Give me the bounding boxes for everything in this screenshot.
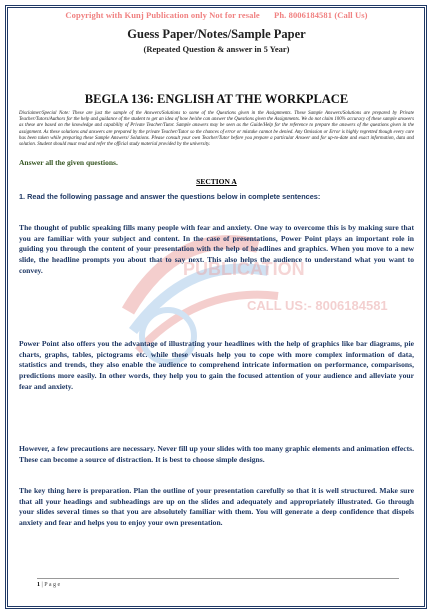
page-footer bbox=[37, 582, 60, 588]
question-text: 1. Read the following passage and answer the questions below in complete sentences: bbox=[19, 192, 321, 201]
copyright-line bbox=[0, 10, 433, 20]
phone-number: Ph. 8006184581 (Call Us) bbox=[274, 10, 368, 20]
passage-paragraph: However, a few precautions are necessary. Never fill up your slides with too many graphic elements and animation effects. These can become a source of distraction. It is best to choose simple designs. bbox=[19, 444, 414, 464]
watermark-call: CALL US:- 8006184581 bbox=[247, 298, 388, 313]
section-heading: SECTION A bbox=[196, 177, 237, 186]
footer-divider bbox=[37, 578, 399, 579]
page-title: Guess Paper/Notes/Sample Paper bbox=[127, 27, 306, 41]
passage-paragraph: The key thing here is preparation. Plan the outline of your presentation carefully so that it is well structured. Make sure that all your headings and subheadings are up on the slides and adequately and appropriately illustrated. Go through your slides several times so that you are absolutely familiar with them. You will generate a deep confidence that dispels anxiety and fear and helps you to enjoy your own presentation. bbox=[19, 486, 414, 528]
disclaimer-text: Disclaimer/Special Note: These are just the sample of the Answers/Solutions to some of the Questions given in the Assignments. These Sample Answers/Solutions are prepared by Private Teacher/Tutors/Authors for the help and guidance of the student to get an idea of how he/she can answer the Questions given the Assignments. We do not claim 100% accuracy of these sample answers as these are based on the knowledge and capability of Private Teacher/Tutor. Sample answers may be seen as the Guide/Help for the reference to prepare the answers of the questions given in the assignment. As these solutions and answers are prepared by the private Teacher/Tutor so the chances of error or mistake cannot be denied. Any Omission or Error is highly regretted though every care has been taken while preparing these Sample Answers/ Solutions. Please consult your own Teacher/Tutor before you prepare a particular Answer and for up-to-date and exact information, data and solution. Student should must read and refer the official study material provided by the university. bbox=[19, 111, 414, 148]
passage-paragraph: The thought of public speaking fills many people with fear and anxiety. One way to overcome this is by making sure that you are familiar with your subject and content. In the case of presentations, Power Point plays an important role in guiding you through the content of your presentation with the help of headlines and graphics. When you move to a new slide, the headline prompts you about that to say next. This also helps the audience to understand what you want to convey. bbox=[19, 223, 414, 275]
passage-paragraph: Power Point also offers you the advantage of illustrating your headlines with the help of graphics like bar diagrams, pie charts, graphs, tables, pictograms etc. while these visuals help you to cope with more complex information of data, statistics and trends, they also enable the audience to comprehend intricate information on performance, comparisons, predictions more easily. In other words, they help you to gain the focused attention of your audience and alleviate your fear and anxiety. bbox=[19, 339, 414, 391]
page-label: | P a g e bbox=[41, 582, 61, 588]
instruction-text: Answer all the given questions. bbox=[19, 158, 118, 167]
copyright-text: Copyright with Kunj Publication only Not for resale bbox=[65, 10, 260, 20]
page-number: 1 bbox=[37, 582, 40, 588]
watermark-brand: PUBLICATION bbox=[183, 259, 305, 279]
course-title: BEGLA 136: ENGLISH AT THE WORKPLACE bbox=[84, 92, 349, 106]
page-subtitle: (Repeated Question & answer in 5 Year) bbox=[143, 44, 290, 54]
